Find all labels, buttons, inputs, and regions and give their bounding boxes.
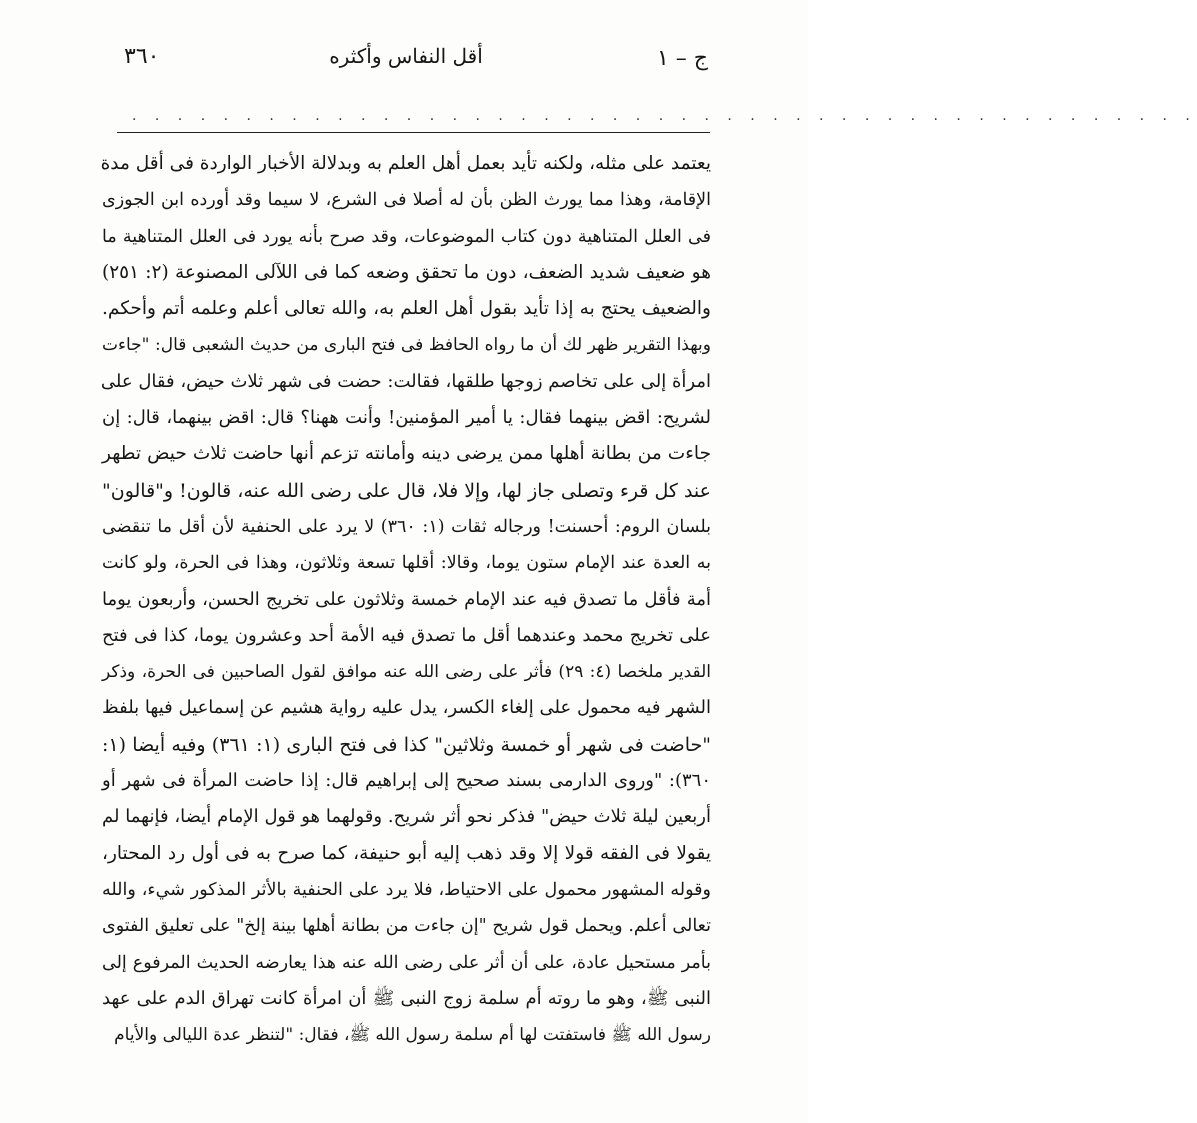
text-line: القدير ملخصا (٤: ٢٩) فأثر على رضى الله عنه موافق لقول الصاحبين فى الحرة، وذكر — [102, 662, 711, 683]
text-line: فى العلل المتناهية دون كتاب الموضوعات، وقد صرح بأنه يورد فى العلل المتناهية ما — [102, 226, 711, 247]
text-line: النبى ﷺ، وهو ما روته أم سلمة زوج النبى ﷺ أن امرأة كانت تهراق الدم على عهد — [102, 987, 711, 1009]
text-line: بلسان الروم: أحسنت! ورجاله ثقات (١: ٣٦٠) لا يرد على الحنفية لأن أقل ما تنقضى — [102, 516, 711, 537]
page-number: ٣٦٠ — [124, 44, 160, 69]
body-text — [102, 146, 711, 1053]
page-header — [100, 36, 712, 76]
part-label: ج – ١ — [656, 46, 708, 71]
text-line: وبهذا التقرير ظهر لك أن ما رواه الحافظ فى فتح البارى من حديث الشعبى قال: "جاءت — [102, 335, 711, 356]
text-line: يقولا فى الفقه قولا إلا وقد ذهب إليه أبو حنيفة، كما صرح به فى أول رد المحتار، — [102, 842, 711, 864]
text-line: على تخريج محمد وعندهما أقل ما تصدق فيه الأمة أحد وعشرون يوما، كذا فى فتح — [102, 624, 711, 646]
text-line: "حاضت فى شهر أو خمسة وثلاثين" كذا فى فتح البارى (١: ٣٦١) وفيه أيضا (١: — [102, 733, 711, 756]
text-line: عند كل قرء وتصلى جاز لها، وإلا فلا، قال على رضى الله عنه، قالون! و"قالون" — [102, 479, 711, 502]
text-line: بأمر مستحيل عادة، على أن أثر على رضى الله عنه هذا يعارضه الحديث المرفوع إلى — [102, 952, 711, 973]
text-line: هو ضعيف شديد الضعف، دون ما تحقق وضعه كما فى اللآلى المصنوعة (٢: ٢٥١) — [102, 261, 711, 283]
text-line: أمة فأقل ما تصدق فيه عند الإمام خمسة وثلاثون على تخريج الحسن، وأربعون يوما — [102, 588, 711, 610]
header-rule — [117, 132, 710, 133]
text-line: رسول الله ﷺ فاستفتت لها أم سلمة رسول الله ﷺ، فقال: "لتنظر عدة الليالى والأيام — [114, 1025, 711, 1046]
text-line: وقوله المشهور محمول على الاحتياط، فلا يرد على الحنفية بالأثر المذكور شيء، والله — [102, 879, 711, 900]
text-line: امرأة إلى على تخاصم زوجها طلقها، فقالت: حضت فى شهر ثلاث حيض، فقال على — [100, 370, 711, 392]
text-line: جاءت من بطانة أهلها ممن يرضى دينه وأمانته تزعم أنها حاضت ثلاث حيض تطهر — [102, 443, 711, 465]
text-line: ٣٦٠): "وروى الدارمى بسند صحيح إلى إبراهيم قال: إذا حاضت المرأة فى شهر أو — [102, 770, 711, 792]
text-line: الإقامة، وهذا مما يورث الظن بأن له أصلا فى الشرع، لا سيما وقد أورده ابن الجوزى — [102, 190, 711, 211]
text-line: أربعين ليلة ثلاث حيض" فذكر نحو أثر شريح. وقولهما هو قول الإمام أيضا، فإنهما لم — [102, 806, 711, 828]
running-title: أقل النفاس وأكثره — [329, 44, 483, 68]
text-line: والضعيف يحتج به إذا تأيد بقول أهل العلم به، والله تعالى أعلم وعلمه أتم وأحكم. — [102, 298, 711, 320]
text-line: يعتمد على مثله، ولكنه تأيد بعمل أهل العلم به وبدلالة الأخبار الواردة فى أقل مدة — [100, 153, 711, 174]
text-line: لشريح: اقض بينهما فقال: يا أمير المؤمنين! وأنت ههنا؟ قال: اقض بينهما، قال: إن — [102, 407, 711, 429]
text-line: به العدة عند الإمام ستون يوما، وقالا: أقلها تسعة وثلاثون، وهذا فى الحرة، ولو كانت — [102, 553, 711, 574]
separator-dots: . . . . . . . . . . . . . . . . . . . . . . . . . . . . . . . . . . . . . . . . . . . . . . . — [132, 108, 1197, 124]
text-line: الشهر فيه محمول على إلغاء الكسر، يدل عليه رواية هشيم عن إسماعيل فيها بلفظ — [102, 697, 711, 719]
text-line: تعالى أعلم. ويحمل قول شريح "إن جاءت من بطانة أهلها بينة إلخ" على تعليق الفتوى — [102, 916, 711, 937]
